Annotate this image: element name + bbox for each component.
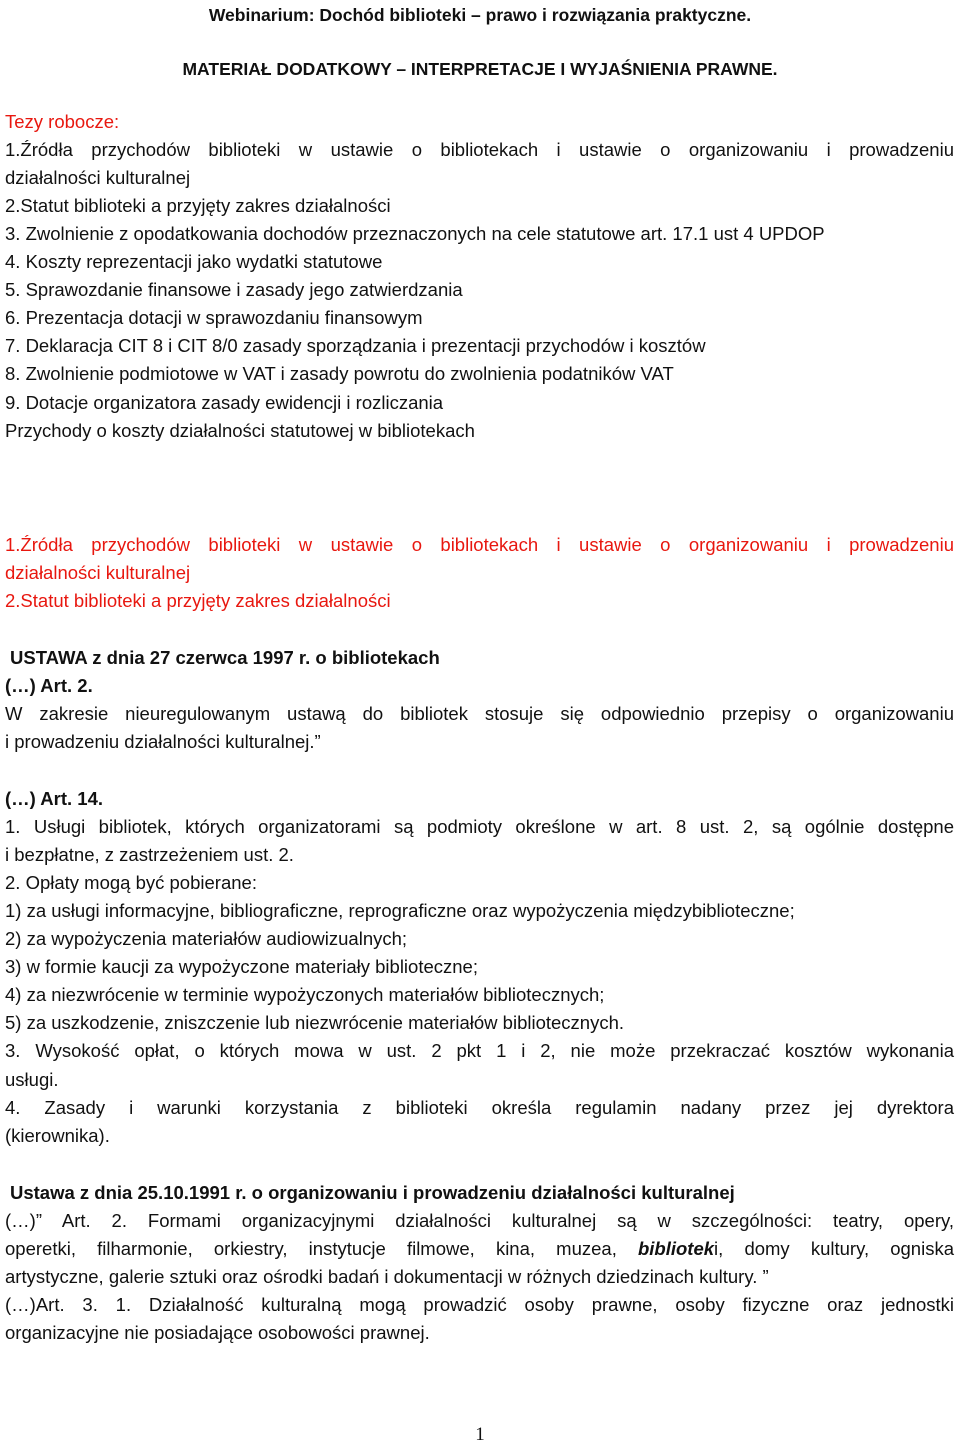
article-label: (…) Art. 14. (5, 788, 103, 809)
article-text: i bezpłatne, z zastrzeżeniem ust. 2. (5, 844, 294, 865)
thesis-item: Przychody o koszty działalności statutowej w bibliotekach (5, 420, 475, 441)
document-title: Webinarium: Dochód biblioteki – prawo i rozwiązania praktyczne. (208, 5, 752, 25)
thesis-item: 2.Statut biblioteki a przyjęty zakres działalności (5, 195, 391, 216)
theses-label: Tezy robocze: (5, 111, 120, 132)
document-subtitle: MATERIAŁ DODATKOWY – INTERPRETACJE I WYJAŚNIENIA PRAWNE. (182, 59, 778, 79)
article-text-part: operetki, filharmonie, orkiestry, instytucje filmowe, kina, muzea, (5, 1238, 638, 1259)
list-item: 3) w formie kaucji za wypożyczone materiały biblioteczne; (5, 956, 478, 977)
thesis-item: 7. Deklaracja CIT 8 i CIT 8/0 zasady sporządzania i prezentacji przychodów i kosztów (5, 335, 706, 356)
article-text: artystyczne, galerie sztuki oraz ośrodki badań i dokumentacji w różnych dziedzinach kultury. ” (5, 1266, 769, 1287)
article-text: 2. Opłaty mogą być pobierane: (5, 872, 257, 893)
article-text: 3. Wysokość opłat, o których mowa w ust. 2 pkt 1 i 2, nie może przekraczać kosztów wykonania (5, 1040, 954, 1061)
law-title: Ustawa z dnia 25.10.1991 r. o organizowaniu i prowadzeniu działalności kulturalnej (10, 1182, 735, 1203)
article-label: (…) Art. 2. (5, 675, 93, 696)
thesis-item: 8. Zwolnienie podmiotowe w VAT i zasady powrotu do zwolnienia podatników VAT (5, 363, 674, 384)
list-item: 4) za niezwrócenie w terminie wypożyczonych materiałów bibliotecznych; (5, 984, 605, 1005)
thesis-item: 9. Dotacje organizatora zasady ewidencji i rozliczania (5, 392, 444, 413)
thesis-item: 3. Zwolnienie z opodatkowania dochodów przeznaczonych na cele statutowe art. 17.1 ust 4 UPDOP (5, 223, 825, 244)
list-item: 1) za usługi informacyjne, bibliograficzne, reprograficzne oraz wypożyczenia międzybiblioteczne; (5, 900, 795, 921)
list-item: 5) za uszkodzenie, zniszczenie lub niezwrócenie materiałów bibliotecznych. (5, 1012, 625, 1033)
article-text: organizacyjne nie posiadające osobowości prawnej. (5, 1322, 430, 1343)
thesis-item: 1.Źródła przychodów biblioteki w ustawie o bibliotekach i ustawie o organizowaniu i prowadzeniu (5, 139, 954, 160)
emphasized-word: bibliotek (637, 1238, 715, 1259)
thesis-item: 5. Sprawozdanie finansowe i zasady jego zatwierdzania (5, 279, 463, 300)
article-text: (…)Art. 3. 1. Działalność kulturalną mogą prowadzić osoby prawne, osoby fizyczne oraz jednostki (5, 1294, 954, 1315)
page-number: 1 (475, 1424, 485, 1445)
article-text: (kierownika). (5, 1125, 110, 1146)
article-text: 1. Usługi bibliotek, których organizatorami są podmioty określone w art. 8 ust. 2, są ogólnie dostępne (5, 816, 954, 837)
section-heading: 1.Źródła przychodów biblioteki w ustawie o bibliotekach i ustawie o organizowaniu i prowadzeniu (5, 534, 954, 555)
thesis-item: działalności kulturalnej (5, 167, 191, 188)
article-text: (…)” Art. 2. Formami organizacyjnymi działalności kulturalnej są w szczególności: teatry, opery, (5, 1210, 954, 1231)
section-heading: działalności kulturalnej (5, 562, 191, 583)
section-heading: 2.Statut biblioteki a przyjęty zakres działalności (5, 590, 391, 611)
article-text: W zakresie nieuregulowanym ustawą do bibliotek stosuje się odpowiednio przepisy o organizowaniu (5, 703, 954, 724)
article-text (5, 1235, 954, 1263)
thesis-item: 6. Prezentacja dotacji w sprawozdaniu finansowym (5, 307, 423, 328)
article-text-part: i, domy kultury, ogniska (714, 1238, 954, 1259)
article-text: usługi. (5, 1069, 59, 1090)
list-item: 2) za wypożyczenia materiałów audiowizualnych; (5, 928, 408, 949)
article-text: i prowadzeniu działalności kulturalnej.” (5, 731, 321, 752)
thesis-item: 4. Koszty reprezentacji jako wydatki statutowe (5, 251, 383, 272)
law-title: USTAWA z dnia 27 czerwca 1997 r. o bibliotekach (10, 647, 440, 668)
article-text: 4. Zasady i warunki korzystania z biblioteki określa regulamin nadany przez jej dyrektora (5, 1097, 954, 1118)
